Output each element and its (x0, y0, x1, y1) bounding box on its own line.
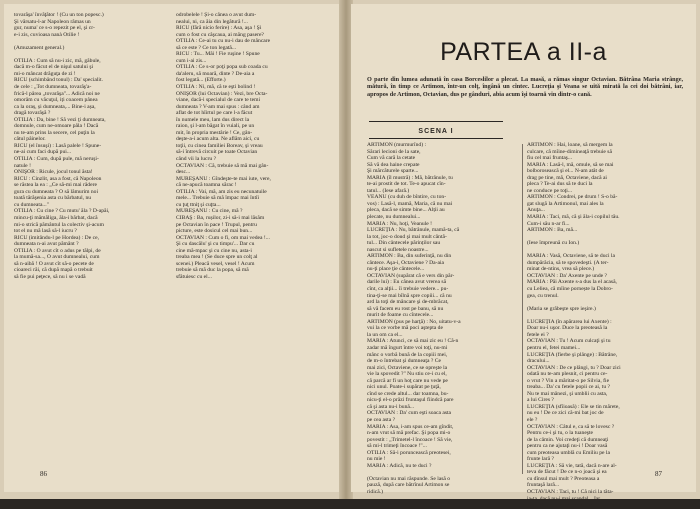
text-line: OCTAVIAN : Taci, tu ! Că nici la tăta- (527, 488, 614, 495)
text-line: OCTAVIAN : De ce plângi, tu ? Doar zici (527, 364, 621, 371)
text-line: cu ţuţ ttniţ şi cuţta... (176, 201, 221, 208)
right-page-column-2-body (527, 142, 693, 509)
text-line: zadar mă îngurt între voi toţi, nu-mi (367, 344, 448, 351)
text-line: pe Octavian în pace ! Trupul, pentru (176, 221, 257, 228)
text-line: OTILIA : Să-i poruncească preotesei, (367, 449, 451, 456)
text-line: OCTAVIAN : Da' Axente pe unde ? (527, 272, 607, 279)
text-line: dacă m-o făcut el de nişul satului şi (14, 64, 94, 71)
text-line: MUREŞANU : Cu cine, mă ? (176, 208, 243, 215)
page-number-left: 86 (40, 470, 47, 478)
text-line: câtul pâinelor. (14, 136, 46, 143)
text-line: fiu cel mai fruntaş... (527, 155, 573, 162)
text-line: cum i-ai zis... (176, 57, 207, 64)
text-line: toţii, cu cinea familiei Boreav, şi vreau (176, 142, 263, 149)
text-line: toată tărăşenia asta cu bărbatul, nu (14, 195, 92, 202)
text-line: de la câmin. Voi credeţi că dumneaţi (527, 436, 609, 443)
text-line: ca la oraș, și dumneata,... Bine-i așa, (14, 103, 96, 110)
text-line: n-am vrut să mă prefac. Şi popa mi-o (367, 430, 451, 437)
text-line: ridică.) (367, 488, 383, 495)
text-line: să vă facem eu rost pe banu, să nu (367, 305, 444, 312)
text-line: gea, cu trenul. (527, 292, 559, 299)
text-line: ARTIMON : Condrei, pe drum ! S-o bă- (527, 194, 618, 201)
text-line: să-i întrevă circuit pe toate Octavian (176, 149, 258, 156)
text-line: MARIA : Asa, i-am spus ce-am gîndit, (367, 423, 454, 430)
text-line: OCTAVIAN : Că, trebuie să mă mai gân- (176, 162, 269, 169)
text-line: nicu-ţi el-o prâzi fruntaşul fiindcă pare (367, 397, 454, 404)
text-line: OTILIA : Vai, mă, am zis eu necunatuile (176, 188, 267, 195)
text-line: picture, este dosicul cel mai bun... (176, 228, 253, 235)
text-line: da'aleru, să moară, dinte ? De-aia a (176, 70, 255, 77)
text-line: MARIA : Adică, nu te duci ? (367, 462, 432, 469)
text-line: dumneata n-ai avut pământ ? (14, 241, 79, 248)
text-line: Sărari lecioni de la sate, (367, 148, 421, 155)
text-line: Lucreţia să fugă de fratele tău... (527, 502, 598, 509)
text-line: LUCREŢIA (în apărarea lui Axente) : (527, 318, 612, 325)
text-line: nici unul. Poate-i supărat pe ţuţă, (367, 384, 441, 391)
text-line: când vii la lucru ? (176, 156, 217, 163)
text-line: natule ! (14, 162, 31, 169)
text-line: fetele ei ? (527, 331, 549, 338)
text-line: cum preoteasa umblă cu Emiliu pe la (527, 449, 610, 456)
text-line: MARIA : Atunci, ce să mai zic eu ! Că-n (367, 338, 459, 345)
text-line: fruntaşă lară... (527, 482, 559, 489)
text-line: OCTAVIAN : Tu ! Acum culcaţi şi tu (527, 338, 611, 345)
text-line: nealui, ni, ca ăia din legătură !... (176, 18, 248, 25)
text-line: în numele meu, lam dus direct la (176, 116, 250, 123)
text-line: vos) : Lasă-l, mamă, Maria, că nu mai (367, 200, 453, 207)
text-line: MARIA : Taci, mă, că şi ăla-i copilul tău. (527, 214, 620, 221)
text-line: că şi asta nu-i bună... (367, 403, 415, 410)
text-line: Cum-i său n-ar fi... (527, 220, 570, 227)
text-line: scenei.) Pleacă vesel, vesel ! Acum (176, 260, 255, 267)
text-line: gur, numa' ce s-o repezit pe el, şi cr- (14, 25, 95, 32)
text-line: MARIA : Vasă, Octaviene, să te duci la (527, 253, 615, 260)
text-line: LUCREŢIA (fierbe şi plânge) : Bătrâne, (527, 351, 618, 358)
text-line: să fie pui peţece, să nu i se vadă (14, 273, 86, 280)
text-line: plecate, nu dumnealui... (367, 214, 421, 221)
text-line: RICU : Cinzlit, asa a fost, că Napoleon (14, 175, 102, 182)
text-line: deşte-a-i acum alta. Ne aflăm aici, cu (176, 136, 260, 143)
column-divider (522, 144, 523, 474)
text-line: ARTIMON : Ba, mă... (527, 227, 578, 234)
text-line: că parcă ar fi un hoţ care nu vede pe (367, 377, 448, 384)
intro-paragraph: O parte din lumea adunată în casa Borceslilor a plecat. La masă, a rămas singur Octavian. Bătrâna Maria strânge, mătură, în timp ce Artimon, într-un colţ, îngână un cîntec. Lucreţia şi Veana se uită mirată la cei doi bătrâni, iar, apropos de Artimon, Octavian, dus pe gânduri, abia acum îşi toarnă vin dintr-o cană. (367, 76, 683, 98)
text-line: cînd se crede altul... dar toamna, bu- (367, 390, 449, 397)
text-line: te-ai prostit de tot. Te-o apucat cîn- (367, 181, 446, 188)
text-line: ard la toţi de mâncare şi de-mbrăcat, (367, 299, 449, 306)
text-line: cioareci răi, că după mapă o trebuit (14, 267, 93, 274)
text-line: mi-o mâncat drăguţa de zi ! (14, 70, 76, 77)
text-line: ia-ta, dacă nu-i mai scandal... Iar (527, 495, 601, 502)
text-line: darile lui) : Eu cânea avut vrerea să (367, 279, 447, 286)
text-line: odrobelele ! Și-o cânea o avut dum- (176, 12, 257, 18)
text-line: tovarăşa' învăţător ! (Cu un ton popesc.) (14, 12, 104, 18)
text-line: Anuţa... (527, 207, 545, 214)
text-line: OTILIA : Ni, mă, că te eşti bolind ! (176, 84, 256, 91)
text-line: dragă tovarăşă ? (14, 110, 51, 117)
text-line: la un om ca el... (367, 331, 403, 338)
text-line: MUREŞANU : Gîndeşte-te mai iute, vere, (176, 175, 271, 182)
text-line: o vrut ? Vin a măritat-o pe Silvia, fie (527, 377, 610, 384)
text-line: pauză, după care bătrînul Artimon se (367, 482, 450, 489)
text-line: MARIA : Păi Axente s-a dus la el acasă, (527, 279, 617, 286)
text-line: frunte lară ? (527, 456, 555, 463)
text-line: aflat de tot hîirtul pe care l-a făcut (176, 110, 253, 117)
text-line: se răstea la ea : „Ce să-mi mai râdere (14, 182, 97, 189)
text-line: mânc o vorbă bună de la copiii mei, (367, 351, 448, 358)
text-line: culcare, că mîine-dimineaţă trebuie să (527, 148, 612, 155)
text-line: dracului... (527, 358, 550, 365)
text-line: cântece. Aşa-i, Octaviene ? Da-aia (367, 259, 445, 266)
text-line: OTILIA : Ce-ai tu cu nu-i dau de mâncare (176, 38, 271, 45)
text-line: VEANU (cu duh de bîntire, cu ton- (367, 194, 447, 201)
text-line: mai zici, Octaviene, ce se opreşte la (367, 364, 448, 371)
text-line: murit de foame cu cîntecele... (367, 312, 434, 319)
text-line: Şi vărsatu-l-ar Napoleon rămas un (14, 18, 91, 25)
text-line: Pentru ce-i şi tu, o la tuaneşte (527, 430, 594, 437)
scene-rule-top (369, 121, 503, 122)
text-line: Doar nu-i uşor. Duce la preoteasă la (527, 325, 608, 332)
text-line: desc... (176, 169, 191, 176)
text-line: ele ? (527, 416, 538, 423)
text-line: Şi mărcăturele sparte... (367, 168, 419, 175)
text-line: la tot, joc-o doud şi mai mult cântă- (367, 233, 447, 240)
text-line: OCTAVIAN : Cum o fi, om mai vedea !... (176, 234, 270, 241)
text-line: raion, şi l-am băgat în vuiali, pe un (176, 123, 255, 130)
text-line: Şi cu dascălu' şi cu timpu'... Dar cu (176, 241, 255, 248)
text-line: (Maria se grăbeşte spre ieşire.) (527, 305, 596, 312)
text-line: nu te-am prins la secere, cel puţin la (14, 129, 95, 136)
text-line: OCTAVIAN : Câtul e, ca să te lovesc ? (527, 423, 615, 430)
text-line: ONIŞOR (lui Octavian) : Vezi, bre Octa- (176, 90, 268, 97)
text-line: că ne-apucă toamna sărac ! (176, 182, 237, 189)
text-line: viane, dacă-i specialul de care te temi (176, 97, 261, 104)
text-line: gat slugă la Artimonul, mai ales la (527, 200, 604, 207)
scene-rule-bottom (369, 138, 503, 139)
text-line: pe cea asta ? (367, 416, 396, 423)
left-page-column-2 (176, 12, 338, 280)
text-line: ne-ai cum faci după pui... (14, 149, 72, 156)
text-line: cum o fost cu câşcaua, ai măng pasere? (176, 31, 264, 38)
text-line: fost legată... (Efforte.) (176, 77, 226, 84)
text-line: MARIA : Nu, hoţi, Veanule ! (367, 220, 432, 227)
text-line: frică-l pârea „tovarăşa"... Adică noi ne (14, 90, 100, 97)
text-line: să n-aibă ! O avut cît să-o pecete de (14, 260, 94, 267)
text-line: RICU (el însuşi) : Lasă palele ! Spune- (14, 142, 102, 149)
text-line: de cele : „Tot dumneata, tovarăş'a- (14, 84, 92, 91)
text-line: tina-ţi-se mai bîlnă spre copiii... că nu (367, 292, 452, 299)
text-line: (Iese împreună cu Ion.) (527, 240, 580, 247)
text-line: cu dînsul mai mult ? Preoteasa a (527, 475, 600, 482)
text-line: (Octavian nu mai răspunde. Se lasă o (367, 475, 451, 482)
text-line: OCTAVIAN : Da' cum eşti soaca asta (367, 410, 452, 417)
right-page (351, 4, 696, 509)
text-line: (Amuzament general.) (14, 44, 65, 51)
text-line: să mi-l trimeţi încoace !"... (367, 443, 427, 450)
text-line: cu Leliea, că mîine pornește la Dobro- (527, 286, 613, 293)
text-line: treaba... Da' cu fetele popii ce ai, tu ? (527, 384, 611, 391)
text-line: ARTIMON (murmurînd) : (367, 142, 427, 148)
text-line: Nu te mai mânezi, şi umblii cu asta, (527, 390, 608, 397)
text-line: cu dumneata..." (14, 201, 49, 208)
text-line: treaba mea ! (Se duce spre un colţ al (176, 254, 258, 261)
text-line: la mumă-sa..., O avut dumnealui, cum (14, 254, 100, 261)
page-number-right: 87 (655, 470, 662, 478)
text-line: mi-o strică pământul la colectiv şi-acum (14, 221, 104, 228)
text-line: CIBAŞ : Ba, rușilor, zi-i să-i mai lăsăm (176, 214, 265, 221)
text-line: RICU (fără nicio ferire) : Asa, aşa ! Şi (176, 25, 262, 32)
text-line: LUCREŢIA : Să vie, tată, dacă n-are al- (527, 462, 617, 469)
text-line: de m-o întrebat şi dumneaţa ? Ce (367, 358, 441, 365)
text-line: pentru ca ne ajutaţi nu-i ! Doar vasă (527, 443, 608, 450)
text-line: cine mă-mpac şi cu cine nu, asta-i (176, 247, 252, 254)
text-line: OTILIA : Da, bine ! Să vezi ţi dumneata, (14, 116, 106, 123)
text-line: mit, în propria mestârie ! Ce, gân- (176, 129, 253, 136)
text-line: e-i zis, cuvioasa nanà Otilie ! (14, 31, 80, 38)
text-line: nu mie ! (367, 456, 386, 463)
text-line: RICU (imitându-l pe Hordea) : De ce, (14, 234, 99, 241)
text-line: dumpărăcia, să te spovedeşti. (A ter- (527, 259, 609, 266)
text-line: pentru el, fetei mamei... (527, 344, 581, 351)
text-line: povestit : „Trimetel-l încoace ! Să vie, (367, 436, 453, 443)
text-line: trebuie să mă duc la popa, să mă (176, 267, 249, 274)
text-line: drag pe tine, mă, Octaviene, dacă ai (527, 174, 607, 181)
text-line: OTILIA : Ce s-or poţi popa sub coada cu (176, 64, 268, 71)
text-line: sfătuiesc cu el... (176, 273, 212, 280)
text-line: cînt, ca alţii... îi trebuie vedere... pu- (367, 286, 449, 293)
text-line: vui la ce vorbe mă poci aştepta de (367, 325, 443, 332)
text-line: tot el nu mă lasă să-l iucru ? (14, 228, 77, 235)
text-line: RICU (schimbând tonul) : Da' specialit. (14, 77, 103, 84)
text-line: MARIA : Lasă-l, mă, omule, să se mai (527, 161, 614, 168)
text-line: pleca ? Te-ai dus să te duci la (527, 181, 593, 188)
text-line: mincu-ţi mămăliga, ăla-i bărbat, dacă (14, 214, 98, 221)
text-line: ARTIMON : Ba, din suferinţă, nu din (367, 253, 452, 260)
left-page-column-1 (14, 12, 172, 280)
text-line: gura cu dumneata ? O să lămurim noi (14, 188, 99, 195)
text-line: OTILIA : Cu cine ? Cu mutu' ăla ? D-apăi, (14, 208, 110, 215)
text-line: odată nu te-am plesnit, ci pentru ce- (527, 371, 608, 378)
text-line: RICU : Tu... Măi ! Fie ruşine ! Spune (176, 51, 260, 58)
text-line: Să vă dea haine crepate (367, 161, 420, 168)
text-line: teva de făcut ! De ce n-o joacă şi ea (527, 469, 607, 476)
text-line: tul... Din cântecele părinților sau (367, 240, 441, 247)
text-line: bolborosească şi el... N-am atât de (527, 168, 604, 175)
part-title: PARTEA a II-a (440, 38, 607, 66)
text-line: OCTAVIAN (supărat că e vers din păr- (367, 272, 455, 279)
text-line: nascut si sufletele noastre... (367, 246, 429, 253)
text-line: ONIŞOR : Ricule, jocul tonul ăsta! (14, 169, 93, 176)
text-line: nu eu ! De ce zici că-mi bat joc de (527, 410, 604, 417)
text-line: dumneata ? V-am mai spus : când am (176, 103, 260, 110)
scene-heading: SCENA I (418, 128, 454, 135)
text-line: vie la spovedit ?" Nu stiu ce-i cu el, (367, 371, 447, 378)
text-line: pleca, dacă se simte bine... Alții au (367, 207, 445, 214)
text-line: nu-ţi place ţie cântecele... (367, 266, 425, 273)
text-line: LUCREŢIA : Nu, bătrânule, mamă-ta, că (367, 227, 460, 234)
text-line: OTILIA : Cum să nu-i zic, mă, gâbule, (14, 57, 101, 64)
text-line: MARIA (îl mustră) : Mă, bătrânule, tu (367, 174, 453, 181)
text-line: OTILIA : Cum, după pule, mă neruşi- (14, 156, 99, 163)
text-line: ARTIMON : Hai, loane, să mergem la (527, 142, 613, 148)
text-line: ne conduce pe toţi... (527, 187, 573, 194)
text-line: mele... Trebuie să mă împac mai întîi (176, 195, 260, 202)
text-line: a lui Cires ? (527, 397, 554, 404)
text-line: minat de-ntins, vrea să plece.) (527, 266, 595, 273)
text-line: omorâm cu văcuţul, iți coacem pânea (14, 97, 98, 104)
right-page-column-1 (367, 142, 521, 496)
left-page (4, 4, 341, 492)
text-line: tatul... (Iese afară.) (367, 187, 410, 194)
text-line: ARTIMON (pus pe harţă) : No, uitatu-v-a (367, 318, 461, 325)
text-line: să ce este ? Ce ton legată... (176, 44, 237, 51)
text-line: domnule, cum ne-omoare pâla ! Dacă (14, 123, 99, 130)
text-line: OTILIA : O avut cît o adus pe tălpi, de (14, 247, 101, 254)
text-line: LUCREŢIA (sfîioasă) : Ele se tin mărete, (527, 403, 620, 410)
text-line: Cum vă cară la cetate (367, 155, 416, 162)
